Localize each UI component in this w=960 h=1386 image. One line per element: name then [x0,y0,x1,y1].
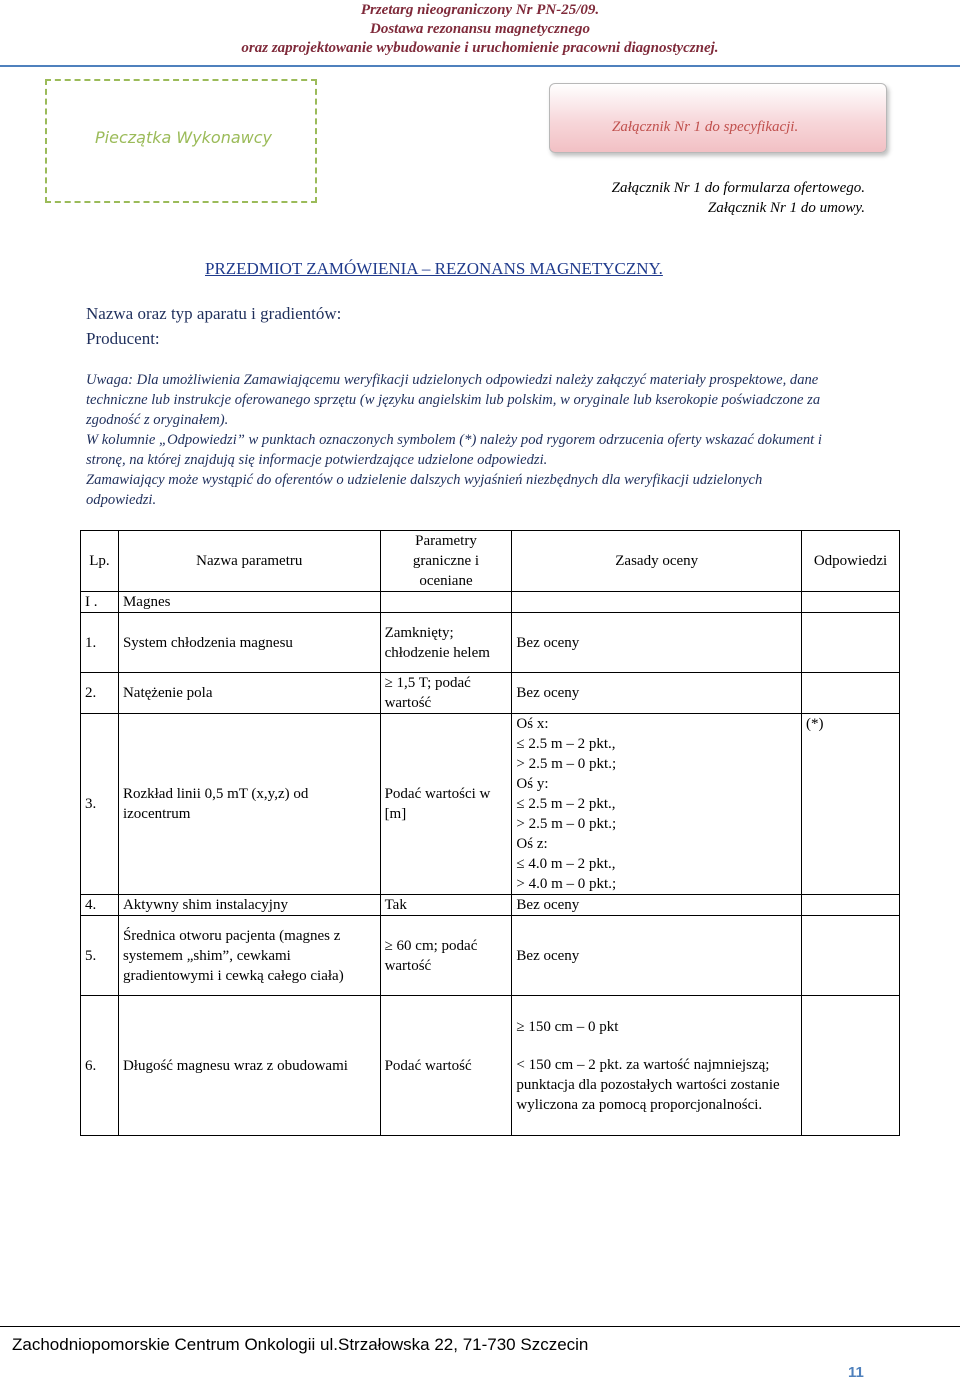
row-name: System chłodzenia magnesu [118,613,380,673]
rule-line: > 4.0 m – 0 pkt.; [516,876,617,892]
contractor-stamp-box [45,79,317,203]
annex-contract-label: Załącznik Nr 1 do umowy. [707,200,865,216]
row-lp: 1. [81,613,119,673]
row-rule: Bez oceny [512,916,802,996]
row-answer [802,895,900,916]
row-answer: (*) [802,714,900,895]
row-answer [802,613,900,673]
table-row [81,613,900,673]
row-answer [802,996,900,1136]
rule-line: Oś x: [516,716,549,732]
rule-line: Oś z: [516,836,548,852]
row-rule: Bez oceny [512,673,802,714]
row-name: Średnica otworu pacjenta (magnes z systemem „shim”, cewkami gradientowymi i cewką całego ciała) [118,916,380,996]
row-param: Zamknięty; chłodzenie helem [380,613,512,673]
producer-label: Producent: [86,329,160,348]
row-rule [512,714,802,895]
section-num: I . [81,592,119,613]
row-param: ≥ 60 cm; podać wartość [380,916,512,996]
parameters-table [80,530,900,1136]
table-row [81,916,900,996]
rule-line: < 150 cm – 2 pkt. za wartość najmniejszą; [516,1056,770,1073]
row-answer [802,673,900,714]
section-row [81,592,900,613]
table-row [81,996,900,1136]
row-param: Podać wartości w [m] [380,714,512,895]
row-name: Długość magnesu wraz z obudowami [118,996,380,1136]
rule-line: > 2.5 m – 0 pkt.; [516,756,617,772]
rule-line: ≤ 4.0 m – 2 pkt., [516,856,616,872]
row-name: Rozkład linii 0,5 mT (x,y,z) od izocentrum [118,714,380,895]
header-line-1: Przetarg nieograniczony Nr PN-25/09. [360,2,600,18]
rule-line: Oś y: [516,776,549,792]
header-line-3: oraz zaprojektowanie wybudowanie i uruchomienie pracowni diagnostycznej. [241,40,719,56]
row-rule [512,996,802,1136]
annex-form-label: Załącznik Nr 1 do formularza ofertowego. [611,180,865,196]
subject-title: PRZEDMIOT ZAMÓWIENIA – REZONANS MAGNETYCZNY. [205,259,663,278]
row-param: Tak [380,895,512,916]
table-row [81,673,900,714]
row-param: ≥ 1,5 T; podać wartość [380,673,512,714]
row-answer [802,916,900,996]
note-paragraph-3: Zamawiający może wystąpić do oferentów o udzielenie dalszych wyjaśnień niezbędnych dla weryfikacji udzielonych odpowiedzi. [86,472,763,508]
row-lp: 5. [81,916,119,996]
row-name: Aktywny shim instalacyjny [118,895,380,916]
header-line-2: Dostawa rezonansu magnetycznego [369,21,591,37]
note-paragraph-1: Uwaga: Dla umożliwienia Zamawiającemu weryfikacji udzielonych odpowiedzi należy załączyć materiały prospektowe, dane techniczne lub instrukcje oferowanego sprzętu (w języku angielskim lub polskim, w oryginale lub kserokopie poświadczone za zgodność z oryginałem). [86,372,821,428]
row-lp: 2. [81,673,119,714]
rule-line: ≤ 2.5 m – 2 pkt., [516,736,616,752]
row-lp: 3. [81,714,119,895]
rule-line: punktacja dla pozostałych wartości zostanie wyliczona za pomocą proporcjonalności. [516,1076,780,1113]
header-params: Parametry graniczne i oceniane [380,531,512,592]
table-row [81,714,900,895]
note-block [86,370,826,510]
row-rule: Bez oceny [512,613,802,673]
row-rule: Bez oceny [512,895,802,916]
header-rules: Zasady oceny [512,531,802,592]
table-row [81,895,900,916]
row-lp: 4. [81,895,119,916]
annex-specification-box [549,83,887,153]
table-header-row [81,531,900,592]
rule-line: ≤ 2.5 m – 2 pkt., [516,796,616,812]
footer-divider [0,1326,960,1327]
footer-address: Zachodniopomorskie Centrum Onkologii ul.Strzałowska 22, 71-730 Szczecin [12,1335,589,1354]
header-answers: Odpowiedzi [802,531,900,592]
header-name: Nazwa parametru [118,531,380,592]
row-lp: 6. [81,996,119,1136]
section-name: Magnes [118,592,380,613]
annex-specification-label: Załącznik Nr 1 do specyfikacji. [612,119,799,135]
header-lp: Lp. [81,531,119,592]
row-param: Podać wartość [380,996,512,1136]
page-number: 11 [848,1364,864,1381]
row-name: Natężenie pola [118,673,380,714]
device-name-label: Nazwa oraz typ aparatu i gradientów: [86,304,342,323]
header-divider [0,65,960,67]
stamp-label: Pieczątka Wykonawcy [95,128,273,147]
note-paragraph-2: W kolumnie „Odpowiedzi” w punktach oznaczonych symbolem (*) należy pod rygorem odrzucenia oferty wskazać dokument i stronę, na której znajdują się informacje potwierdzające udzielone odpowiedzi. [86,432,822,468]
rule-line: > 2.5 m – 0 pkt.; [516,816,617,832]
rule-line: ≥ 150 cm – 0 pkt [516,1018,619,1035]
